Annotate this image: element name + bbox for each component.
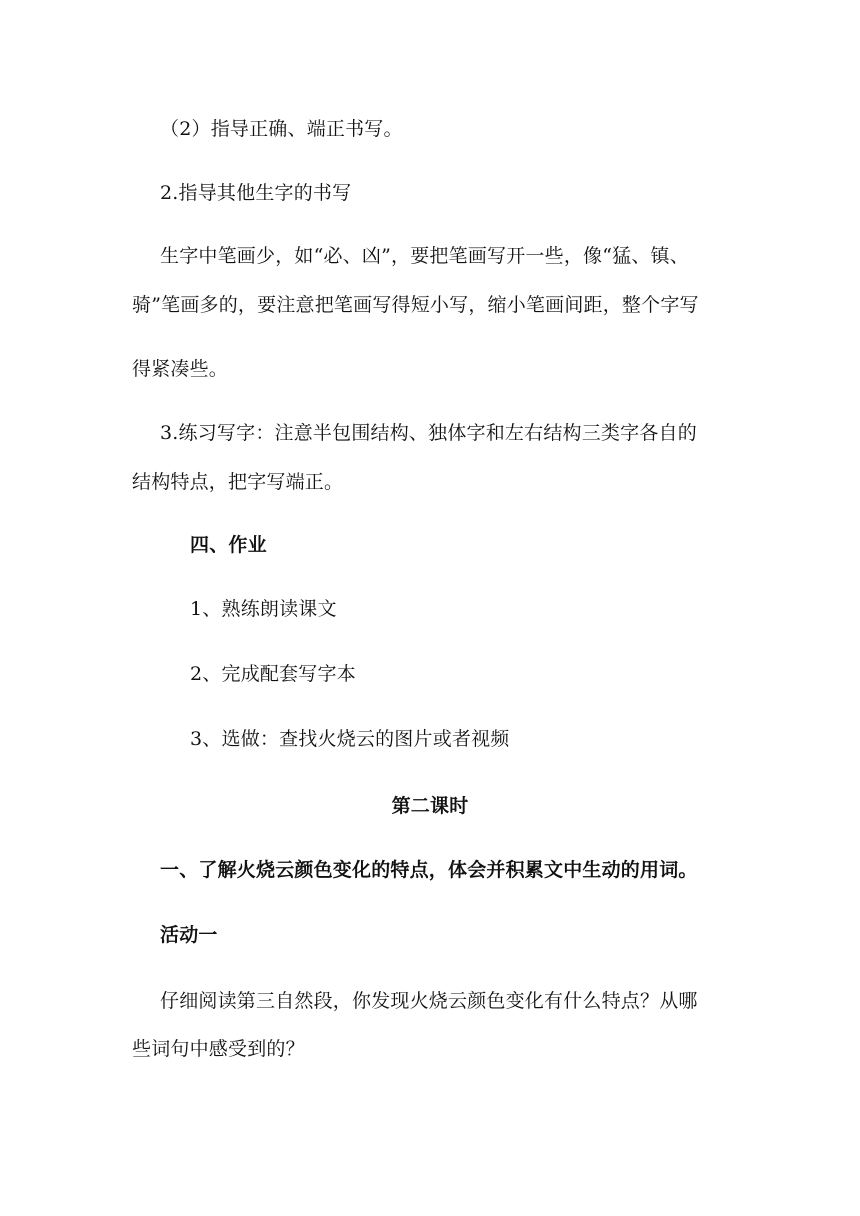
section-heading: 一、了解火烧云颜色变化的特点，体会并积累文中生动的用词。: [160, 859, 698, 881]
paragraph-stroke-line-2: 骑”笔画多的，要注意把笔画写得短小写，缩小笔画间距，整个字写: [132, 294, 699, 316]
paragraph-practice-line-2: 结构特点，把字写端正。: [132, 471, 344, 493]
paragraph-practice-line-1: 3.练习写字：注意半包围结构、独体字和左右结构三类字各自的: [160, 422, 697, 444]
paragraph-stroke-line-1: 生字中笔画少，如“必、凶”，要把笔画写开一些，像“猛、镇、: [160, 245, 689, 267]
homework-item-3: 3、选做：查找火烧云的图片或者视频: [190, 728, 510, 750]
paragraph-other-characters: 2.指导其他生字的书写: [160, 182, 352, 204]
lesson-title: 第二课时: [391, 795, 469, 817]
homework-item-2: 2、完成配套写字本: [190, 663, 356, 685]
question-line-2: 些词句中感受到的？: [132, 1038, 305, 1060]
paragraph-writing-guidance: （2）指导正确、端正书写。: [160, 118, 403, 140]
homework-item-1: 1、熟练朗读课文: [190, 598, 337, 620]
paragraph-stroke-line-3: 得紧凑些。: [132, 358, 229, 380]
question-line-1: 仔细阅读第三自然段，你发现火烧云颜色变化有什么特点？从哪: [160, 990, 698, 1012]
heading-homework: 四、作业: [190, 534, 267, 556]
activity-heading: 活动一: [160, 924, 218, 946]
